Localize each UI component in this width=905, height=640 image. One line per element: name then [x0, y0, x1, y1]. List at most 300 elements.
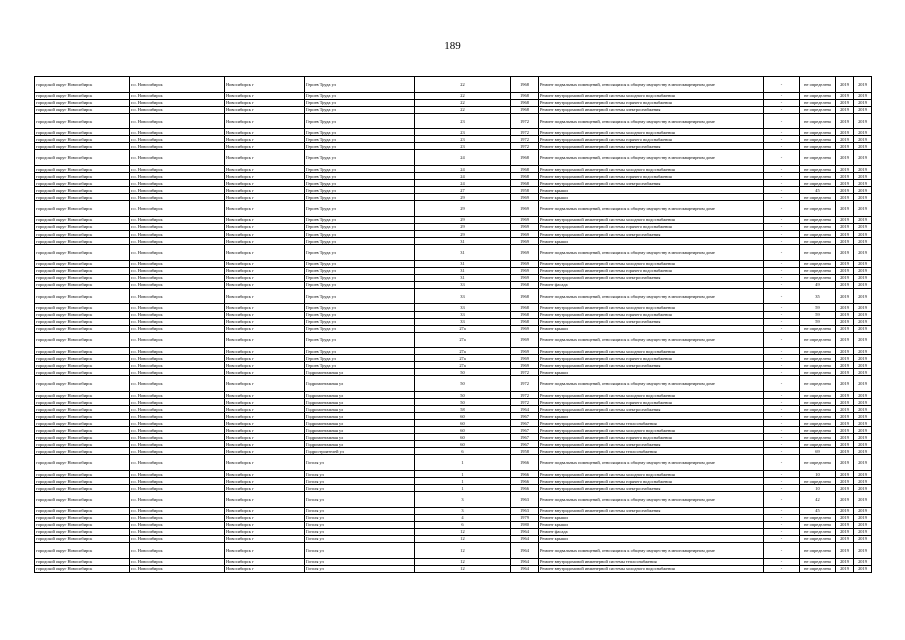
- cost-cell: не определена: [800, 180, 836, 187]
- house-number-cell: 24: [415, 173, 511, 180]
- street-cell: Героев Труда ул: [305, 304, 415, 311]
- build-year-cell: 1968: [511, 77, 539, 93]
- street-cell: Героев Труда ул: [305, 318, 415, 325]
- dash-cell: -: [764, 485, 800, 492]
- start-year-cell: 2019: [836, 420, 854, 427]
- work-type-cell: Ремонт внутридомовой инженерной системы горячего водоснабжения: [539, 173, 764, 180]
- start-year-cell: 2019: [836, 535, 854, 542]
- house-number-cell: 1: [415, 471, 511, 478]
- city-cell: Новосибирск г: [225, 173, 305, 180]
- municipality-cell: г.о. Новосибирск: [130, 543, 225, 559]
- dash-cell: -: [764, 521, 800, 528]
- dash-cell: -: [764, 448, 800, 455]
- street-cell: Героев Труда ул: [305, 362, 415, 369]
- work-type-cell: Ремонт внутридомовой инженерной системы электроснабжения: [539, 318, 764, 325]
- work-type-cell: Ремонт внутридомовой инженерной системы холодного водоснабжения: [539, 166, 764, 173]
- house-number-cell: 31: [415, 267, 511, 274]
- build-year-cell: 1966: [511, 471, 539, 478]
- table-row: [35, 514, 872, 521]
- dash-cell: -: [764, 535, 800, 542]
- municipality-cell: г.о. Новосибирск: [130, 420, 225, 427]
- dash-cell: -: [764, 77, 800, 93]
- build-year-cell: 1972: [511, 399, 539, 406]
- municipality-cell: г.о. Новосибирск: [130, 99, 225, 106]
- dash-cell: -: [764, 260, 800, 267]
- municipality-cell: г.о. Новосибирск: [130, 274, 225, 281]
- end-year-cell: 2019: [854, 281, 872, 288]
- dash-cell: -: [764, 230, 800, 237]
- build-year-cell: 1963: [511, 492, 539, 508]
- city-cell: Новосибирск г: [225, 216, 305, 223]
- city-cell: Новосибирск г: [225, 318, 305, 325]
- street-cell: Героев Труда ул: [305, 113, 415, 129]
- table-row: [35, 528, 872, 535]
- okrug-cell: городской округ Новосибирск: [35, 392, 130, 399]
- okrug-cell: городской округ Новосибирск: [35, 304, 130, 311]
- build-year-cell: 1964: [511, 528, 539, 535]
- cost-cell: не определена: [800, 420, 836, 427]
- okrug-cell: городской округ Новосибирск: [35, 99, 130, 106]
- cost-cell: не определена: [800, 392, 836, 399]
- city-cell: Новосибирск г: [225, 77, 305, 93]
- start-year-cell: 2019: [836, 245, 854, 261]
- build-year-cell: 1972: [511, 113, 539, 129]
- street-cell: Гидромонтажная ул: [305, 399, 415, 406]
- work-type-cell: Ремонт внутридомовой инженерной системы холодного водоснабжения: [539, 392, 764, 399]
- house-number-cell: 6: [415, 521, 511, 528]
- house-number-cell: 6: [415, 448, 511, 455]
- start-year-cell: 2019: [836, 77, 854, 93]
- build-year-cell: 1969: [511, 216, 539, 223]
- table-row: [35, 376, 872, 392]
- build-year-cell: 1964: [511, 558, 539, 565]
- end-year-cell: 2019: [854, 223, 872, 230]
- municipality-cell: г.о. Новосибирск: [130, 558, 225, 565]
- okrug-cell: городской округ Новосибирск: [35, 106, 130, 113]
- street-cell: Героев Труда ул: [305, 274, 415, 281]
- build-year-cell: 1972: [511, 392, 539, 399]
- city-cell: Новосибирск г: [225, 413, 305, 420]
- street-cell: Героев Труда ул: [305, 187, 415, 194]
- start-year-cell: 2019: [836, 448, 854, 455]
- cost-cell: 35: [800, 288, 836, 304]
- end-year-cell: 2019: [854, 455, 872, 471]
- work-type-cell: Ремонт внутридомовой инженерной системы горячего водоснабжения: [539, 267, 764, 274]
- street-cell: Героев Труда ул: [305, 106, 415, 113]
- cost-cell: не определена: [800, 535, 836, 542]
- table-row: [35, 223, 872, 230]
- end-year-cell: 2019: [854, 471, 872, 478]
- dash-cell: -: [764, 92, 800, 99]
- street-cell: Гидромонтажная ул: [305, 369, 415, 376]
- dash-cell: -: [764, 348, 800, 355]
- municipality-cell: г.о. Новосибирск: [130, 281, 225, 288]
- end-year-cell: 2019: [854, 332, 872, 348]
- cost-cell: не определена: [800, 260, 836, 267]
- work-type-cell: Ремонт внутридомовой инженерной системы горячего водоснабжения: [539, 434, 764, 441]
- house-number-cell: 29: [415, 223, 511, 230]
- street-cell: Героев Труда ул: [305, 238, 415, 245]
- street-cell: Героев Труда ул: [305, 355, 415, 362]
- table-row: [35, 180, 872, 187]
- end-year-cell: 2019: [854, 267, 872, 274]
- municipality-cell: г.о. Новосибирск: [130, 399, 225, 406]
- table-row: [35, 427, 872, 434]
- dash-cell: -: [764, 478, 800, 485]
- start-year-cell: 2019: [836, 267, 854, 274]
- city-cell: Новосибирск г: [225, 478, 305, 485]
- end-year-cell: 2019: [854, 355, 872, 362]
- dash-cell: -: [764, 399, 800, 406]
- build-year-cell: 1979: [511, 514, 539, 521]
- start-year-cell: 2019: [836, 521, 854, 528]
- work-type-cell: Ремонт внутридомовой инженерной системы теплоснабжения: [539, 420, 764, 427]
- work-type-cell: Ремонт подвальных помещений, относящихся к общему имуществу в многоквартирном доме: [539, 543, 764, 559]
- end-year-cell: 2019: [854, 348, 872, 355]
- okrug-cell: городской округ Новосибирск: [35, 274, 130, 281]
- street-cell: Гоголя ул: [305, 485, 415, 492]
- end-year-cell: 2019: [854, 325, 872, 332]
- okrug-cell: городской округ Новосибирск: [35, 492, 130, 508]
- start-year-cell: 2019: [836, 362, 854, 369]
- house-number-cell: 29: [415, 194, 511, 201]
- street-cell: Гидромонтажная ул: [305, 413, 415, 420]
- cost-cell: не определена: [800, 455, 836, 471]
- okrug-cell: городской округ Новосибирск: [35, 565, 130, 572]
- okrug-cell: городской округ Новосибирск: [35, 180, 130, 187]
- street-cell: Героев Труда ул: [305, 311, 415, 318]
- work-type-cell: Ремонт крыши: [539, 514, 764, 521]
- end-year-cell: 2019: [854, 427, 872, 434]
- table-row: [35, 281, 872, 288]
- municipality-cell: г.о. Новосибирск: [130, 136, 225, 143]
- work-type-cell: Ремонт внутридомовой инженерной системы электроснабжения: [539, 180, 764, 187]
- end-year-cell: 2019: [854, 311, 872, 318]
- street-cell: Героев Труда ул: [305, 150, 415, 166]
- city-cell: Новосибирск г: [225, 420, 305, 427]
- table-row: [35, 565, 872, 572]
- street-cell: Гоголя ул: [305, 521, 415, 528]
- start-year-cell: 2019: [836, 392, 854, 399]
- start-year-cell: 2019: [836, 558, 854, 565]
- end-year-cell: 2019: [854, 166, 872, 173]
- end-year-cell: 2019: [854, 376, 872, 392]
- house-number-cell: 29: [415, 230, 511, 237]
- cost-cell: не определена: [800, 274, 836, 281]
- okrug-cell: городской округ Новосибирск: [35, 406, 130, 413]
- end-year-cell: 2019: [854, 507, 872, 514]
- street-cell: Героев Труда ул: [305, 194, 415, 201]
- city-cell: Новосибирск г: [225, 558, 305, 565]
- street-cell: Героев Труда ул: [305, 288, 415, 304]
- work-type-cell: Ремонт внутридомовой инженерной системы холодного водоснабжения: [539, 348, 764, 355]
- table-row: [35, 325, 872, 332]
- municipality-cell: г.о. Новосибирск: [130, 311, 225, 318]
- cost-cell: не определена: [800, 325, 836, 332]
- municipality-cell: г.о. Новосибирск: [130, 413, 225, 420]
- dash-cell: -: [764, 201, 800, 217]
- cost-cell: 59: [800, 318, 836, 325]
- table-row: [35, 260, 872, 267]
- end-year-cell: 2019: [854, 478, 872, 485]
- municipality-cell: г.о. Новосибирск: [130, 332, 225, 348]
- city-cell: Новосибирск г: [225, 129, 305, 136]
- table-row: [35, 173, 872, 180]
- cost-cell: не определена: [800, 150, 836, 166]
- municipality-cell: г.о. Новосибирск: [130, 187, 225, 194]
- start-year-cell: 2019: [836, 281, 854, 288]
- municipality-cell: г.о. Новосибирск: [130, 485, 225, 492]
- build-year-cell: 1969: [511, 348, 539, 355]
- street-cell: Героев Труда ул: [305, 143, 415, 150]
- street-cell: Героев Труда ул: [305, 99, 415, 106]
- street-cell: Гидромонтажная ул: [305, 406, 415, 413]
- okrug-cell: городской округ Новосибирск: [35, 150, 130, 166]
- okrug-cell: городской округ Новосибирск: [35, 448, 130, 455]
- cost-cell: 10: [800, 485, 836, 492]
- okrug-cell: городской округ Новосибирск: [35, 281, 130, 288]
- start-year-cell: 2019: [836, 355, 854, 362]
- build-year-cell: 1963: [511, 507, 539, 514]
- table-row: [35, 216, 872, 223]
- work-type-cell: Ремонт внутридомовой инженерной системы холодного водоснабжения: [539, 471, 764, 478]
- city-cell: Новосибирск г: [225, 471, 305, 478]
- street-cell: Героев Труда ул: [305, 260, 415, 267]
- table-row: [35, 230, 872, 237]
- dash-cell: -: [764, 543, 800, 559]
- street-cell: Гоголя ул: [305, 543, 415, 559]
- cost-cell: 49: [800, 281, 836, 288]
- start-year-cell: 2019: [836, 455, 854, 471]
- build-year-cell: 1964: [511, 543, 539, 559]
- build-year-cell: 1968: [511, 166, 539, 173]
- municipality-cell: г.о. Новосибирск: [130, 478, 225, 485]
- start-year-cell: 2019: [836, 369, 854, 376]
- build-year-cell: 1969: [511, 362, 539, 369]
- street-cell: Героев Труда ул: [305, 245, 415, 261]
- build-year-cell: 1972: [511, 129, 539, 136]
- start-year-cell: 2019: [836, 441, 854, 448]
- city-cell: Новосибирск г: [225, 136, 305, 143]
- municipality-cell: г.о. Новосибирск: [130, 471, 225, 478]
- table-row: [35, 106, 872, 113]
- okrug-cell: городской округ Новосибирск: [35, 441, 130, 448]
- build-year-cell: 1980: [511, 521, 539, 528]
- work-type-cell: Ремонт подвальных помещений, относящихся к общему имуществу в многоквартирном доме: [539, 77, 764, 93]
- end-year-cell: 2019: [854, 369, 872, 376]
- dash-cell: -: [764, 413, 800, 420]
- work-type-cell: Ремонт внутридомовой инженерной системы холодного водоснабжения: [539, 129, 764, 136]
- dash-cell: -: [764, 369, 800, 376]
- street-cell: Гидромонтажная ул: [305, 434, 415, 441]
- table-row: [35, 92, 872, 99]
- build-year-cell: 1968: [511, 92, 539, 99]
- okrug-cell: городской округ Новосибирск: [35, 143, 130, 150]
- municipality-cell: г.о. Новосибирск: [130, 194, 225, 201]
- build-year-cell: 1968: [511, 99, 539, 106]
- street-cell: Гидростроителей ул: [305, 448, 415, 455]
- build-year-cell: 1968: [511, 173, 539, 180]
- municipality-cell: г.о. Новосибирск: [130, 362, 225, 369]
- city-cell: Новосибирск г: [225, 362, 305, 369]
- table-row: [35, 201, 872, 217]
- table-row: [35, 543, 872, 559]
- cost-cell: не определена: [800, 514, 836, 521]
- build-year-cell: 1972: [511, 369, 539, 376]
- house-number-cell: 27: [415, 187, 511, 194]
- start-year-cell: 2019: [836, 173, 854, 180]
- cost-cell: не определена: [800, 136, 836, 143]
- build-year-cell: 1969: [511, 238, 539, 245]
- cost-cell: не определена: [800, 528, 836, 535]
- street-cell: Героев Труда ул: [305, 166, 415, 173]
- city-cell: Новосибирск г: [225, 143, 305, 150]
- city-cell: Новосибирск г: [225, 99, 305, 106]
- dash-cell: -: [764, 392, 800, 399]
- work-type-cell: Ремонт внутридомовой инженерной системы электроснабжения: [539, 441, 764, 448]
- house-number-cell: 33: [415, 281, 511, 288]
- work-type-cell: Ремонт внутридомовой инженерной системы электроснабжения: [539, 485, 764, 492]
- table-row: [35, 267, 872, 274]
- city-cell: Новосибирск г: [225, 281, 305, 288]
- build-year-cell: 1958: [511, 448, 539, 455]
- house-number-cell: 27а: [415, 348, 511, 355]
- dash-cell: -: [764, 528, 800, 535]
- build-year-cell: 1972: [511, 376, 539, 392]
- street-cell: Героев Труда ул: [305, 129, 415, 136]
- work-type-cell: Ремонт крыши: [539, 535, 764, 542]
- build-year-cell: 1968: [511, 288, 539, 304]
- street-cell: Гидромонтажная ул: [305, 376, 415, 392]
- city-cell: Новосибирск г: [225, 274, 305, 281]
- city-cell: Новосибирск г: [225, 311, 305, 318]
- municipality-cell: г.о. Новосибирск: [130, 535, 225, 542]
- municipality-cell: г.о. Новосибирск: [130, 528, 225, 535]
- house-number-cell: 1: [415, 485, 511, 492]
- start-year-cell: 2019: [836, 485, 854, 492]
- dash-cell: -: [764, 238, 800, 245]
- start-year-cell: 2019: [836, 194, 854, 201]
- table-row: [35, 245, 872, 261]
- city-cell: Новосибирск г: [225, 238, 305, 245]
- table-row: [35, 194, 872, 201]
- okrug-cell: городской округ Новосибирск: [35, 325, 130, 332]
- end-year-cell: 2019: [854, 77, 872, 93]
- build-year-cell: 1968: [511, 150, 539, 166]
- dash-cell: -: [764, 216, 800, 223]
- city-cell: Новосибирск г: [225, 535, 305, 542]
- end-year-cell: 2019: [854, 485, 872, 492]
- house-number-cell: 24: [415, 150, 511, 166]
- table-row: [35, 492, 872, 508]
- municipality-cell: г.о. Новосибирск: [130, 288, 225, 304]
- municipality-cell: г.о. Новосибирск: [130, 267, 225, 274]
- city-cell: Новосибирск г: [225, 92, 305, 99]
- house-number-cell: 33: [415, 311, 511, 318]
- table-row: [35, 392, 872, 399]
- table-row: [35, 332, 872, 348]
- okrug-cell: городской округ Новосибирск: [35, 558, 130, 565]
- cost-cell: не определена: [800, 355, 836, 362]
- city-cell: Новосибирск г: [225, 514, 305, 521]
- house-number-cell: 22: [415, 106, 511, 113]
- dash-cell: -: [764, 311, 800, 318]
- house-number-cell: 24: [415, 180, 511, 187]
- municipality-cell: г.о. Новосибирск: [130, 166, 225, 173]
- build-year-cell: 1969: [511, 355, 539, 362]
- street-cell: Гоголя ул: [305, 558, 415, 565]
- end-year-cell: 2019: [854, 238, 872, 245]
- build-year-cell: 1969: [511, 274, 539, 281]
- work-type-cell: Ремонт внутридомовой инженерной системы электроснабжения: [539, 362, 764, 369]
- table-row: [35, 535, 872, 542]
- house-number-cell: 60: [415, 413, 511, 420]
- dash-cell: -: [764, 223, 800, 230]
- municipality-cell: г.о. Новосибирск: [130, 106, 225, 113]
- work-type-cell: Ремонт внутридомовой инженерной системы теплоснабжения: [539, 448, 764, 455]
- dash-cell: -: [764, 558, 800, 565]
- table-row: [35, 448, 872, 455]
- start-year-cell: 2019: [836, 434, 854, 441]
- build-year-cell: 1969: [511, 332, 539, 348]
- okrug-cell: городской округ Новосибирск: [35, 245, 130, 261]
- cost-cell: не определена: [800, 106, 836, 113]
- city-cell: Новосибирск г: [225, 230, 305, 237]
- table-row: [35, 99, 872, 106]
- street-cell: Героев Труда ул: [305, 348, 415, 355]
- build-year-cell: 1968: [511, 180, 539, 187]
- cost-cell: не определена: [800, 441, 836, 448]
- house-number-cell: 1: [415, 455, 511, 471]
- start-year-cell: 2019: [836, 143, 854, 150]
- end-year-cell: 2019: [854, 448, 872, 455]
- work-type-cell: Ремонт внутридомовой инженерной системы теплоснабжения: [539, 558, 764, 565]
- city-cell: Новосибирск г: [225, 565, 305, 572]
- house-number-cell: 23: [415, 136, 511, 143]
- table-row: [35, 485, 872, 492]
- end-year-cell: 2019: [854, 528, 872, 535]
- okrug-cell: городской округ Новосибирск: [35, 216, 130, 223]
- municipality-cell: г.о. Новосибирск: [130, 113, 225, 129]
- cost-cell: 45: [800, 187, 836, 194]
- municipality-cell: г.о. Новосибирск: [130, 143, 225, 150]
- city-cell: Новосибирск г: [225, 441, 305, 448]
- okrug-cell: городской округ Новосибирск: [35, 399, 130, 406]
- end-year-cell: 2019: [854, 201, 872, 217]
- start-year-cell: 2019: [836, 399, 854, 406]
- cost-cell: не определена: [800, 113, 836, 129]
- end-year-cell: 2019: [854, 535, 872, 542]
- work-type-cell: Ремонт крыши: [539, 521, 764, 528]
- okrug-cell: городской округ Новосибирск: [35, 376, 130, 392]
- okrug-cell: городской округ Новосибирск: [35, 201, 130, 217]
- build-year-cell: 1969: [511, 260, 539, 267]
- cost-cell: 45: [800, 507, 836, 514]
- municipality-cell: г.о. Новосибирск: [130, 304, 225, 311]
- dash-cell: -: [764, 492, 800, 508]
- okrug-cell: городской округ Новосибирск: [35, 355, 130, 362]
- okrug-cell: городской округ Новосибирск: [35, 427, 130, 434]
- cost-cell: не определена: [800, 267, 836, 274]
- dash-cell: -: [764, 455, 800, 471]
- municipality-cell: г.о. Новосибирск: [130, 260, 225, 267]
- work-type-cell: Ремонт подвальных помещений, относящихся к общему имуществу в многоквартирном доме: [539, 332, 764, 348]
- build-year-cell: 1968: [511, 304, 539, 311]
- house-number-cell: 31: [415, 245, 511, 261]
- table-row: [35, 311, 872, 318]
- city-cell: Новосибирск г: [225, 267, 305, 274]
- cost-cell: не определена: [800, 369, 836, 376]
